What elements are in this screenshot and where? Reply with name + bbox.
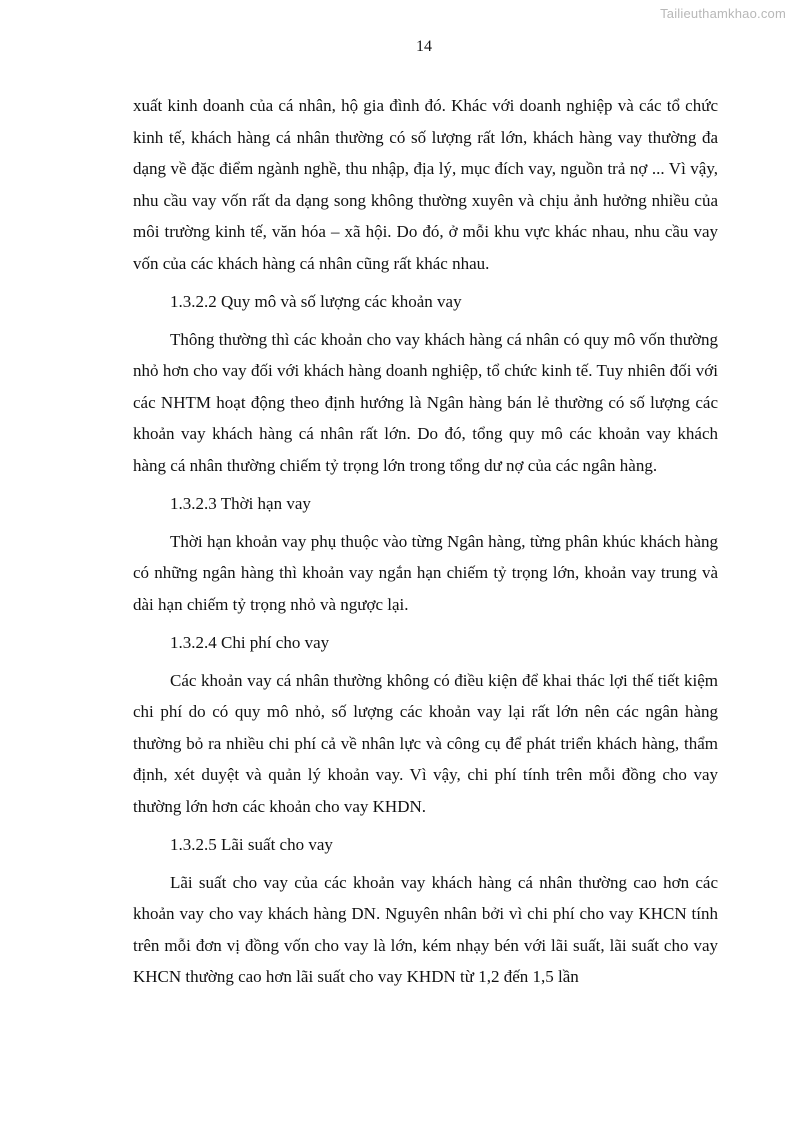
section-body-thoi-han: Thời hạn khoản vay phụ thuộc vào từng Ngân hàng, từng phân khúc khách hàng có những ngân hàng thì khoản vay ngắn hạn chiếm tỷ trọng lớn, khoản vay trung và dài hạn chiếm tỷ trọng nhỏ và ngược lại. xyxy=(133,531,718,614)
section-heading-lai-suat: 1.3.2.5 Lãi suất cho vay xyxy=(170,835,333,854)
section-heading-quy-mo: 1.3.2.2 Quy mô và số lượng các khoản vay xyxy=(170,292,462,311)
section-body-lai-suat: Lãi suất cho vay của các khoản vay khách hàng cá nhân thường cao hơn các khoản vay cho vay khách hàng DN. Nguyên nhân bởi vì chi phí cho vay KHCN tính trên mỗi đơn vị đồng vốn cho vay là lớn, kém nhạy bén với lãi suất, lãi suất cho vay KHCN thường cao hơn lãi suất cho vay KHDN từ 1,2 đến 1,5 lần xyxy=(133,872,718,986)
page-number: 14 xyxy=(416,38,432,55)
section-heading-thoi-han: 1.3.2.3 Thời hạn vay xyxy=(170,494,311,513)
watermark-text: Tailieuthamkhao.com xyxy=(660,6,786,21)
document-body xyxy=(133,90,718,993)
section-heading-chi-phi: 1.3.2.4 Chi phí cho vay xyxy=(170,633,330,652)
section-body-chi-phi: Các khoản vay cá nhân thường không có điều kiện để khai thác lợi thế tiết kiệm chi phí do có quy mô nhỏ, số lượng các khoản vay lại rất lớn nên các ngân hàng thường bỏ ra nhiều chi phí cả về nhân lực và công cụ để phát triển khách hàng, thẩm định, xét duyệt và quản lý khoản vay. Vì vậy, chi phí tính trên mỗi đồng cho vay thường lớn hơn các khoản cho vay KHDN. xyxy=(133,670,718,816)
section-body-quy-mo: Thông thường thì các khoản cho vay khách hàng cá nhân có quy mô vốn thường nhỏ hơn cho vay đối với khách hàng doanh nghiệp, tổ chức kinh tế. Tuy nhiên đối với các NHTM hoạt động theo định hướng là Ngân hàng bán lẻ thường có số lượng các khoản vay khách hàng cá nhân rất lớn. Do đó, tổng quy mô các khoản vay khách hàng cá nhân thường chiếm tỷ trọng lớn trong tổng dư nợ của các ngân hàng. xyxy=(133,329,718,475)
continued-paragraph: xuất kinh doanh của cá nhân, hộ gia đình đó. Khác với doanh nghiệp và các tổ chức kinh tế, khách hàng cá nhân thường có số lượng rất lớn, khách hàng vay thường đa dạng về đặc điểm ngành nghề, thu nhập, địa lý, mục đích vay, nguồn trả nợ ... Vì vậy, nhu cầu vay vốn rất da dạng song không thường xuyên và chịu ảnh hưởng nhiều của môi trường kinh tế, văn hóa – xã hội. Do đó, ở mỗi khu vực khác nhau, nhu cầu vay vốn của các khách hàng cá nhân cũng rất khác nhau. xyxy=(133,96,718,273)
